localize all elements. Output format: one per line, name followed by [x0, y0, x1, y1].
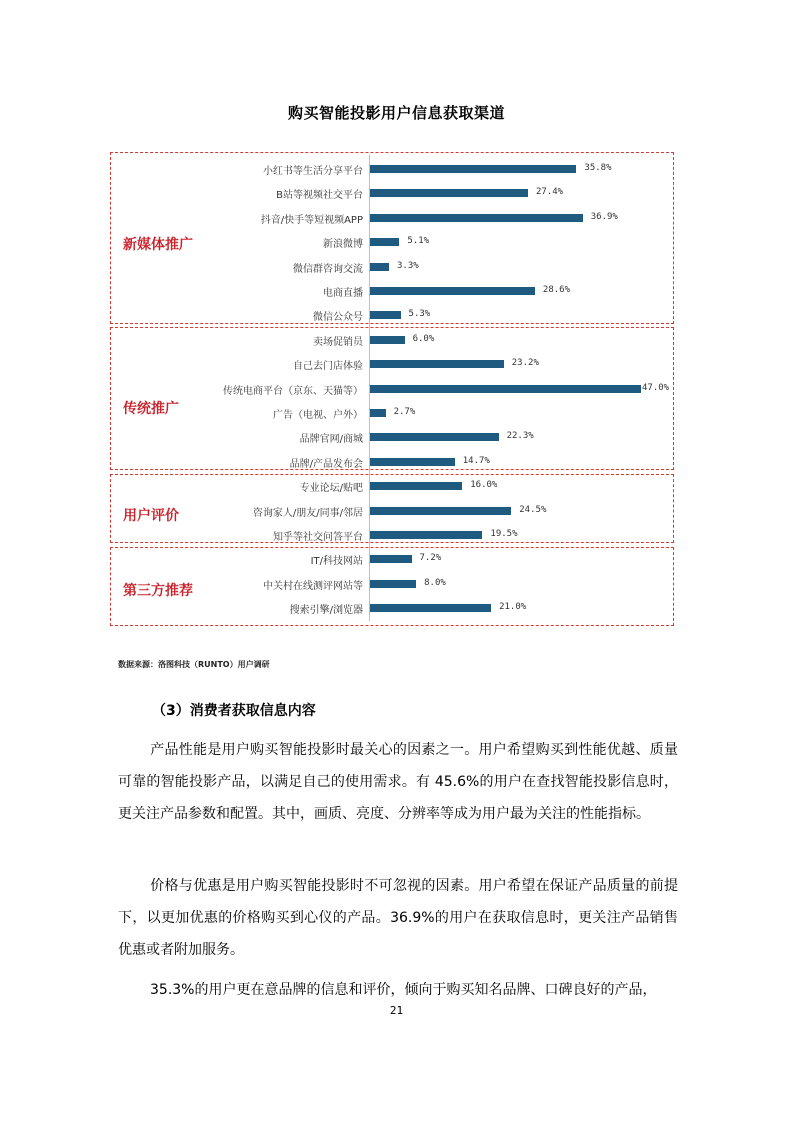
category-label: 自己去门店体验: [293, 361, 363, 373]
bar: [370, 580, 416, 588]
paragraph-3: [118, 974, 678, 1006]
category-label: 专业论坛/贴吧: [299, 483, 363, 495]
bar: [370, 165, 576, 173]
group-label: 用户评价: [123, 508, 179, 524]
paragraph-1-text: 产品性能是用户购买智能投影时最关心的因素之一。用户希望购买到性能优越、质量可靠的智能投影产品，以满足自己的使用需求。有 45.6%的用户在查找智能投影信息时，更关注产品参数和配置。其中，画质、亮度、分辨率等成为用户最为关注的性能指标。: [118, 742, 678, 822]
bar-value-label: 23.2%: [511, 358, 539, 369]
bar: [370, 311, 401, 319]
bar: [370, 360, 504, 368]
bar: [370, 604, 491, 612]
bar: [370, 336, 405, 344]
bar: [370, 263, 389, 271]
category-label: 电商直播: [323, 288, 363, 299]
group-label: 传统推广: [123, 401, 179, 417]
bar: [370, 433, 499, 441]
bar: [370, 482, 462, 490]
bar-value-label: 47.0%: [642, 382, 670, 393]
group-label: 第三方推荐: [123, 583, 193, 599]
section-subheading: （3）消费者获取信息内容: [152, 703, 316, 719]
bar: [370, 238, 399, 246]
bar-value-label: 19.5%: [490, 529, 518, 539]
category-label: 新浪微博: [323, 239, 363, 251]
bar-value-label: 5.1%: [407, 236, 430, 247]
chart-title: 购买智能投影用户信息获取渠道: [287, 104, 505, 122]
bar-value-label: 14.7%: [462, 455, 490, 466]
group-box-traditional: [110, 327, 674, 470]
category-label: 卖场促销员: [313, 336, 363, 348]
bar: [370, 287, 535, 295]
bar-value-label: 27.4%: [535, 187, 564, 198]
bar-value-label: 28.6%: [542, 285, 570, 295]
bar-value-label: 24.5%: [519, 504, 547, 515]
category-label: 微信群咨询交流: [293, 263, 363, 275]
category-label: 知乎等社交问答平台: [273, 532, 363, 543]
bar-value-label: 8.0%: [424, 577, 446, 588]
category-label: 中关村在线测评网站等: [263, 580, 363, 592]
category-label: IT/科技网站: [310, 556, 363, 568]
bar-value-label: 2.7%: [393, 407, 416, 417]
bar: [370, 555, 412, 563]
category-label: 品牌官网/商城: [299, 434, 363, 446]
category-label: 搜索引擎/浏览器: [289, 605, 363, 617]
bar: [370, 214, 583, 222]
page-number: 21: [389, 1004, 404, 1017]
bar: [370, 189, 528, 197]
bar-value-label: 6.0%: [412, 333, 435, 344]
category-label: 咨询家人/朋友/同事/邻居: [252, 507, 363, 519]
paragraph-2: [118, 870, 678, 966]
source-note: 数据来源：洛图科技（RUNTO）用户调研: [118, 660, 270, 669]
bar: [370, 458, 455, 466]
bar-value-label: 7.2%: [419, 553, 442, 564]
bar-value-label: 3.3%: [397, 260, 419, 271]
category-label: 抖音/快手等短视频APP: [260, 214, 363, 226]
bar-value-label: 16.0%: [470, 480, 498, 491]
category-label: B站等视频社交平台: [276, 190, 363, 202]
group-label: 新媒体推广: [123, 237, 193, 253]
paragraph-2-text: 价格与优惠是用户购买智能投影时不可忽视的因素。用户希望在保证产品质量的前提下，以更加优惠的价格购买到心仪的产品。36.9%的用户在获取信息时，更关注产品销售优惠或者附加服务。: [118, 878, 678, 958]
category-label: 传统电商平台（京东、天猫等）: [223, 385, 363, 397]
bar-value-label: 5.3%: [408, 309, 431, 320]
bar-value-label: 21.0%: [499, 602, 527, 613]
bar: [370, 531, 482, 539]
paragraph-1: [118, 734, 678, 830]
bar-value-label: 22.3%: [506, 431, 534, 442]
bar-value-label: 35.8%: [584, 163, 612, 173]
category-label: 小红书等生活分享平台: [263, 166, 363, 177]
bar: [370, 385, 641, 393]
paragraph-3-text: 35.3%的用户更在意品牌的信息和评价，倾向于购买知名品牌、口碑良好的产品，: [150, 982, 657, 998]
category-label: 微信公众号: [313, 312, 363, 324]
category-label: 品牌/产品发布会: [289, 458, 363, 470]
bar: [370, 409, 386, 417]
category-label: 广告（电视、户外）: [273, 410, 363, 421]
bar: [370, 507, 511, 515]
bar-value-label: 36.9%: [590, 211, 618, 222]
